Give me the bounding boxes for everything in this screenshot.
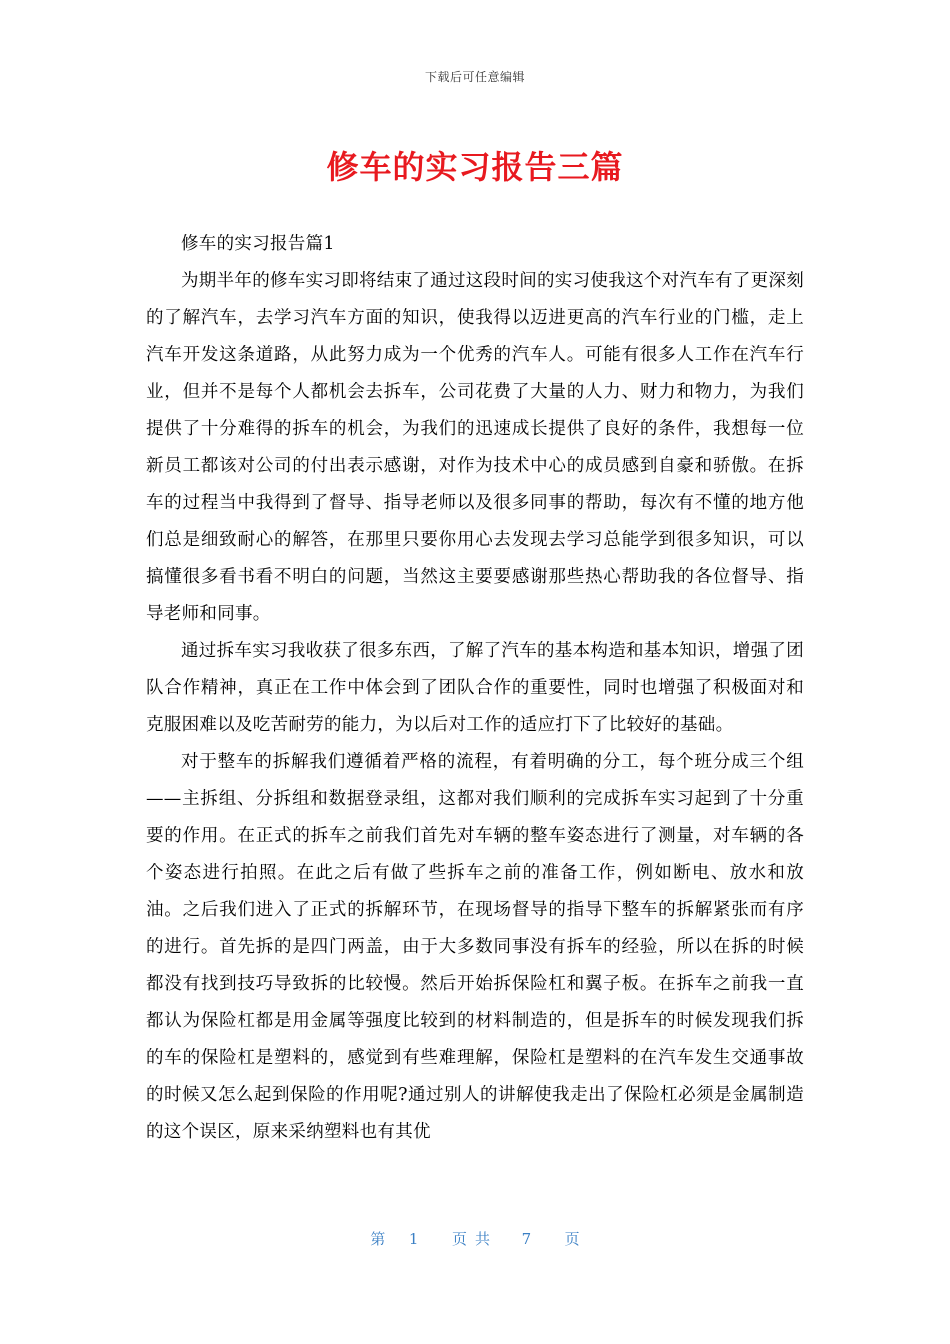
- paragraph-1: 为期半年的修车实习即将结束了通过这段时间的实习使我这个对汽车有了更深刻的了解汽车，去学习汽车方面的知识，使我得以迈进更高的汽车行业的门槛，走上汽车开发这条道路，从此努力成为一个优秀的汽车人。可能有很多人工作在汽车行业，但并不是每个人都机会去拆车，公司花费了大量的人力、财力和物力，为我们提供了十分难得的拆车的机会，为我们的迅速成长提供了良好的条件，我想每一位新员工都该对公司的付出表示感谢，对作为技术中心的成员感到自豪和骄傲。在拆车的过程当中我得到了督导、指导老师以及很多同事的帮助，每次有不懂的地方他们总是细致耐心的解答，在那里只要你用心去发现去学习总能学到很多知识，可以搞懂很多看书看不明白的问题，当然这主要要感谢那些热心帮助我的各位督导、指导老师和同事。: [146, 271, 804, 624]
- document-title: 修车的实习报告三篇: [326, 148, 624, 186]
- footer-suffix: 页: [564, 1230, 580, 1248]
- footer-total-pages: 7: [521, 1230, 532, 1248]
- paragraph-3: 对于整车的拆解我们遵循着严格的流程，有着明确的分工，每个班分成三个组——主拆组、分拆组和数据登录组，这都对我们顺利的完成拆车实习起到了十分重要的作用。在正式的拆车之前我们首先对车辆的整车姿态进行了测量，对车辆的各个姿态进行拍照。在此之后有做了些拆车之前的准备工作，例如断电、放水和放油。之后我们进入了正式的拆解环节，在现场督导的指导下整车的拆解紧张而有序的进行。首先拆的是四门两盖，由于大多数同事没有拆车的经验，所以在拆的时候都没有找到技巧导致拆的比较慢。然后开始拆保险杠和翼子板。在拆车之前我一直都认为保险杠都是用金属等强度比较到的材料制造的，但是拆车的时候发现我们拆的车的保险杠是塑料的，感觉到有些难理解，保险杠是塑料的在汽车发生交通事故的时候又怎么起到保险的作用呢?通过别人的讲解使我走出了保险杠必须是金属制造的这个误区，原来采纳塑料也有其优: [146, 752, 804, 1142]
- document-body: [146, 226, 804, 1151]
- footer-current-page: 1: [408, 1230, 419, 1248]
- header-note: 下载后可任意编辑: [424, 70, 525, 84]
- footer-middle: 页共: [451, 1230, 498, 1248]
- page-footer: [0, 1228, 950, 1249]
- paragraph-2: 通过拆车实习我收获了很多东西，了解了汽车的基本构造和基本知识，增强了团队合作精神，真正在工作中体会到了团队合作的重要性，同时也增强了积极面对和克服困难以及吃苦耐劳的能力，为以后对工作的适应打下了比较好的基础。: [146, 641, 804, 735]
- section-heading: 修车的实习报告篇1: [181, 234, 335, 254]
- footer-prefix: 第: [370, 1230, 386, 1248]
